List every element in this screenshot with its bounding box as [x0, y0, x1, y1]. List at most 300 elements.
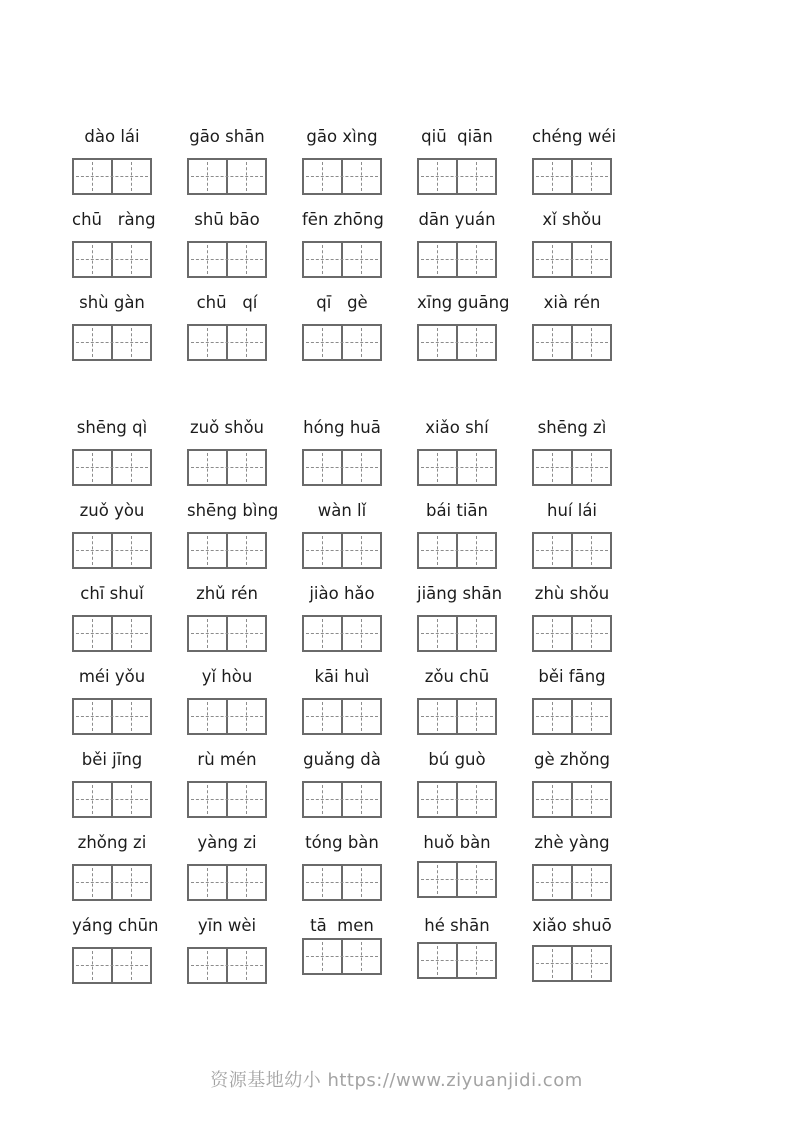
pinyin-label-cell: [72, 916, 187, 936]
writing-grid: [72, 864, 152, 901]
pinyin-word: shēng bìng: [187, 501, 279, 520]
character-cell: [534, 534, 571, 567]
character-cell: [456, 617, 495, 650]
writing-grid: [302, 615, 382, 652]
writing-grid: [417, 615, 497, 652]
character-cell: [226, 534, 265, 567]
pinyin-label-row: [72, 210, 793, 241]
character-cell: [341, 866, 380, 899]
pinyin-label-cell: [187, 916, 302, 936]
character-cell: [74, 783, 111, 816]
pinyin-word: wàn lǐ: [317, 501, 367, 520]
character-cell: [571, 617, 610, 650]
pinyin-word: tā men: [310, 916, 374, 935]
character-cell: [534, 700, 571, 733]
pinyin-label-cell: [532, 501, 647, 521]
character-cell: [189, 783, 226, 816]
writing-grid: [72, 947, 152, 984]
pinyin-label-row: [72, 127, 793, 158]
pinyin-word: shēng zì: [537, 418, 607, 437]
writing-grid: [187, 864, 267, 901]
character-cell: [571, 243, 610, 276]
pinyin-word: zhǒng zi: [77, 833, 147, 852]
pinyin-label-cell: [72, 418, 187, 438]
writing-grid: [532, 449, 612, 486]
writing-grid: [302, 158, 382, 195]
character-cell: [571, 451, 610, 484]
writing-grid: [187, 324, 267, 361]
word-row: [72, 501, 793, 584]
pinyin-label-cell: [72, 833, 187, 853]
pinyin-label-cell: [417, 584, 532, 604]
writing-grid-cell: [417, 158, 532, 195]
character-cell: [226, 326, 265, 359]
writing-grid: [532, 615, 612, 652]
pinyin-word: zuǒ yòu: [79, 501, 145, 520]
word-row: [72, 667, 793, 750]
character-cell: [74, 617, 111, 650]
pinyin-label-cell: [72, 501, 187, 521]
character-cell: [226, 617, 265, 650]
character-cell: [341, 700, 380, 733]
pinyin-label-cell: [187, 667, 302, 687]
character-cell: [456, 160, 495, 193]
character-cell: [226, 451, 265, 484]
character-cell: [74, 700, 111, 733]
pinyin-word: jiāng shān: [417, 584, 503, 603]
pinyin-word: zǒu chū: [424, 667, 490, 686]
writing-grid: [302, 449, 382, 486]
writing-grid: [72, 532, 152, 569]
pinyin-label-cell: [532, 584, 647, 604]
character-cell: [111, 866, 150, 899]
writing-grid: [302, 532, 382, 569]
character-cell: [304, 700, 341, 733]
character-cell: [534, 326, 571, 359]
character-cell: [419, 243, 456, 276]
writing-grid-cell: [187, 241, 302, 278]
writing-grid-cell: [187, 532, 302, 569]
pinyin-label-cell: [187, 127, 302, 147]
word-row: [72, 127, 793, 210]
character-cell: [534, 866, 571, 899]
character-cell: [571, 866, 610, 899]
pinyin-word: yàng zi: [197, 833, 257, 852]
character-cell: [189, 326, 226, 359]
word-row: [72, 750, 793, 833]
writing-grid: [417, 324, 497, 361]
character-cell: [111, 617, 150, 650]
character-cell: [341, 326, 380, 359]
character-cell: [189, 534, 226, 567]
pinyin-word: hé shān: [424, 916, 490, 935]
pinyin-label-cell: [302, 667, 417, 687]
character-cell: [74, 866, 111, 899]
character-cell: [111, 243, 150, 276]
character-cell: [111, 534, 150, 567]
character-cell: [341, 617, 380, 650]
pinyin-word: huí lái: [546, 501, 598, 520]
writing-grid-cell: [302, 781, 417, 818]
character-cell: [419, 700, 456, 733]
writing-grid: [72, 324, 152, 361]
writing-grid: [187, 698, 267, 735]
writing-grid-cell: [417, 324, 532, 361]
pinyin-label-cell: [302, 293, 417, 313]
pinyin-label-cell: [302, 916, 417, 936]
pinyin-label-cell: [417, 750, 532, 770]
pinyin-word: yáng chūn: [72, 916, 159, 935]
writing-grid: [72, 449, 152, 486]
character-cell: [456, 783, 495, 816]
character-cell: [111, 783, 150, 816]
pinyin-label-cell: [417, 418, 532, 438]
character-cell: [534, 783, 571, 816]
pinyin-word: xià rén: [543, 293, 601, 312]
writing-grid-cell: [72, 158, 187, 195]
pinyin-label-cell: [532, 210, 647, 230]
pinyin-word: guǎng dà: [303, 750, 381, 769]
pinyin-word: bú guò: [428, 750, 486, 769]
writing-grid-cell: [187, 698, 302, 735]
writing-grid: [532, 158, 612, 195]
character-cell: [571, 534, 610, 567]
pinyin-word: shù gàn: [79, 293, 145, 312]
pinyin-word: běi jīng: [81, 750, 143, 769]
pinyin-word: yǐ hòu: [201, 667, 253, 686]
character-cell: [226, 160, 265, 193]
character-cell: [571, 947, 610, 980]
pinyin-label-cell: [532, 833, 647, 853]
writing-grid: [417, 698, 497, 735]
pinyin-label-cell: [187, 418, 302, 438]
pinyin-word: běi fāng: [538, 667, 606, 686]
writing-grid-cell: [72, 324, 187, 361]
character-cell: [456, 243, 495, 276]
character-cell: [571, 160, 610, 193]
writing-grid: [302, 864, 382, 901]
writing-grid-cell: [417, 781, 532, 818]
pinyin-label-cell: [532, 293, 647, 313]
character-cell: [571, 700, 610, 733]
writing-grid-cell: [302, 241, 417, 278]
pinyin-word: bái tiān: [425, 501, 489, 520]
character-cell: [534, 243, 571, 276]
writing-grid: [532, 241, 612, 278]
writing-grid: [532, 864, 612, 901]
character-cell: [226, 243, 265, 276]
character-cell: [111, 949, 150, 982]
pinyin-label-row: [72, 833, 793, 864]
writing-grid-cell: [302, 615, 417, 652]
pinyin-label-row: [72, 501, 793, 532]
writing-grid: [532, 532, 612, 569]
writing-grid: [72, 698, 152, 735]
character-cell: [571, 783, 610, 816]
character-cell: [189, 949, 226, 982]
pinyin-label-cell: [302, 750, 417, 770]
pinyin-label-cell: [417, 293, 532, 313]
character-cell: [456, 700, 495, 733]
footer-text: 资源基地幼小 https://www.ziyuanjidi.com: [210, 1070, 583, 1091]
character-cell: [419, 534, 456, 567]
writing-grid: [302, 698, 382, 735]
pinyin-word: chī shuǐ: [80, 584, 144, 603]
word-section-2: [0, 376, 793, 999]
writing-grid-cell: [72, 615, 187, 652]
character-cell: [456, 451, 495, 484]
writing-grid-cell: [417, 241, 532, 278]
character-cell: [341, 534, 380, 567]
character-cell: [304, 326, 341, 359]
character-cell: [341, 160, 380, 193]
character-cell: [534, 617, 571, 650]
pinyin-word: rù mén: [197, 750, 257, 769]
pinyin-word: xīng guāng: [417, 293, 510, 312]
word-row: [72, 210, 793, 293]
pinyin-label-cell: [187, 501, 302, 521]
character-cell: [74, 451, 111, 484]
pinyin-label-cell: [532, 127, 647, 147]
pinyin-word: zhù shǒu: [534, 584, 610, 603]
writing-grid-cell: [532, 324, 647, 361]
pinyin-label-cell: [302, 418, 417, 438]
writing-grid-row: [72, 241, 793, 278]
character-cell: [111, 326, 150, 359]
writing-grid-cell: [72, 449, 187, 486]
writing-grid: [417, 942, 497, 979]
character-cell: [419, 160, 456, 193]
character-cell: [456, 326, 495, 359]
writing-grid-cell: [417, 947, 532, 984]
writing-grid-cell: [72, 698, 187, 735]
writing-grid-row: [72, 698, 793, 735]
writing-grid: [72, 241, 152, 278]
writing-grid-cell: [72, 781, 187, 818]
writing-grid-cell: [302, 324, 417, 361]
writing-grid-cell: [532, 781, 647, 818]
writing-grid-cell: [532, 698, 647, 735]
pinyin-word: gāo xìng: [306, 127, 378, 146]
pinyin-label-cell: [532, 916, 647, 936]
character-cell: [304, 451, 341, 484]
writing-grid-cell: [532, 864, 647, 901]
pinyin-label-cell: [187, 833, 302, 853]
character-cell: [304, 243, 341, 276]
pinyin-label-cell: [532, 750, 647, 770]
writing-grid-row: [72, 864, 793, 901]
pinyin-label-cell: [302, 210, 417, 230]
character-cell: [74, 243, 111, 276]
pinyin-label-cell: [72, 667, 187, 687]
word-row: [72, 916, 793, 999]
pinyin-word: hóng huā: [303, 418, 381, 437]
writing-grid-cell: [417, 449, 532, 486]
character-cell: [304, 160, 341, 193]
pinyin-word: zhè yàng: [534, 833, 610, 852]
writing-grid-cell: [187, 615, 302, 652]
character-cell: [341, 243, 380, 276]
writing-grid-cell: [532, 241, 647, 278]
pinyin-word: xiǎo shuō: [532, 916, 612, 935]
pinyin-label-cell: [72, 584, 187, 604]
pinyin-word: jiào hǎo: [309, 584, 375, 603]
writing-grid-cell: [302, 864, 417, 901]
writing-grid: [417, 532, 497, 569]
writing-grid: [417, 861, 497, 898]
pinyin-word: kāi huì: [314, 667, 370, 686]
writing-grid-row: [72, 532, 793, 569]
pinyin-word: gè zhǒng: [533, 750, 610, 769]
writing-grid: [417, 781, 497, 818]
writing-grid: [302, 241, 382, 278]
writing-grid-row: [72, 947, 793, 984]
writing-grid: [187, 449, 267, 486]
word-row: [72, 293, 793, 376]
pinyin-label-cell: [417, 916, 532, 936]
pinyin-word: qī gè: [316, 293, 368, 312]
pinyin-word: xiǎo shí: [425, 418, 489, 437]
writing-grid: [187, 532, 267, 569]
writing-grid-cell: [187, 947, 302, 984]
character-cell: [189, 700, 226, 733]
pinyin-label-cell: [187, 584, 302, 604]
character-cell: [189, 243, 226, 276]
pinyin-word: shēng qì: [76, 418, 148, 437]
character-cell: [189, 451, 226, 484]
writing-grid: [532, 698, 612, 735]
writing-grid: [417, 241, 497, 278]
pinyin-label-cell: [302, 584, 417, 604]
character-cell: [226, 700, 265, 733]
pinyin-label-cell: [302, 501, 417, 521]
pinyin-label-cell: [72, 293, 187, 313]
pinyin-word: chéng wéi: [532, 127, 617, 146]
character-cell: [111, 700, 150, 733]
character-cell: [226, 949, 265, 982]
character-cell: [419, 326, 456, 359]
character-cell: [74, 326, 111, 359]
writing-grid-cell: [302, 449, 417, 486]
writing-grid-cell: [532, 158, 647, 195]
pinyin-word: qiū qiān: [421, 127, 493, 146]
pinyin-label-cell: [417, 210, 532, 230]
pinyin-label-cell: [72, 127, 187, 147]
pinyin-label-cell: [532, 418, 647, 438]
writing-grid: [417, 158, 497, 195]
pinyin-word: yīn wèi: [197, 916, 257, 935]
writing-grid: [72, 781, 152, 818]
writing-grid-cell: [72, 864, 187, 901]
word-section-1: [0, 0, 793, 376]
character-cell: [534, 947, 571, 980]
writing-grid: [187, 947, 267, 984]
writing-grid-cell: [187, 324, 302, 361]
pinyin-label-cell: [72, 210, 187, 230]
writing-grid: [532, 945, 612, 982]
pinyin-word: méi yǒu: [78, 667, 146, 686]
character-cell: [534, 451, 571, 484]
word-row: [72, 584, 793, 667]
writing-grid-cell: [72, 947, 187, 984]
word-row: [72, 833, 793, 916]
writing-grid-cell: [532, 615, 647, 652]
pinyin-label-cell: [187, 750, 302, 770]
writing-grid-cell: [532, 947, 647, 984]
writing-grid: [532, 781, 612, 818]
pinyin-word: gāo shān: [189, 127, 265, 146]
writing-grid-cell: [417, 615, 532, 652]
pinyin-word: zuǒ shǒu: [189, 418, 265, 437]
writing-grid: [302, 324, 382, 361]
writing-grid: [302, 938, 382, 975]
character-cell: [456, 863, 495, 896]
pinyin-label-row: [72, 418, 793, 449]
footer-credit: [0, 1066, 793, 1092]
pinyin-word: zhǔ rén: [196, 584, 258, 603]
character-cell: [189, 160, 226, 193]
character-cell: [189, 866, 226, 899]
pinyin-word: huǒ bàn: [423, 833, 491, 852]
writing-grid-cell: [187, 158, 302, 195]
writing-grid-cell: [187, 449, 302, 486]
writing-grid: [72, 615, 152, 652]
pinyin-word: dān yuán: [418, 210, 496, 229]
character-cell: [419, 863, 456, 896]
pinyin-word: chū ràng: [72, 210, 156, 229]
writing-grid: [417, 449, 497, 486]
character-cell: [341, 783, 380, 816]
writing-grid: [187, 158, 267, 195]
character-cell: [74, 949, 111, 982]
pinyin-word: dào lái: [84, 127, 140, 146]
pinyin-word: fēn zhōng: [302, 210, 384, 229]
pinyin-label-cell: [417, 501, 532, 521]
character-cell: [341, 451, 380, 484]
character-cell: [419, 944, 456, 977]
writing-grid: [532, 324, 612, 361]
character-cell: [189, 617, 226, 650]
pinyin-label-cell: [187, 210, 302, 230]
word-row: [72, 418, 793, 501]
writing-grid: [302, 781, 382, 818]
character-cell: [111, 451, 150, 484]
writing-grid: [187, 241, 267, 278]
writing-grid-cell: [302, 532, 417, 569]
writing-grid: [187, 781, 267, 818]
character-cell: [419, 783, 456, 816]
writing-grid-cell: [72, 532, 187, 569]
writing-grid-cell: [532, 449, 647, 486]
character-cell: [419, 617, 456, 650]
pinyin-label-cell: [417, 833, 532, 853]
character-cell: [304, 534, 341, 567]
pinyin-word: shū bāo: [194, 210, 260, 229]
pinyin-label-row: [72, 667, 793, 698]
pinyin-word: chū qí: [196, 293, 258, 312]
pinyin-label-row: [72, 584, 793, 615]
writing-grid-row: [72, 449, 793, 486]
character-cell: [304, 940, 341, 973]
character-cell: [74, 160, 111, 193]
writing-grid-row: [72, 781, 793, 818]
character-cell: [534, 160, 571, 193]
character-cell: [304, 783, 341, 816]
writing-grid-row: [72, 158, 793, 195]
character-cell: [226, 783, 265, 816]
pinyin-label-cell: [302, 127, 417, 147]
writing-grid: [187, 615, 267, 652]
